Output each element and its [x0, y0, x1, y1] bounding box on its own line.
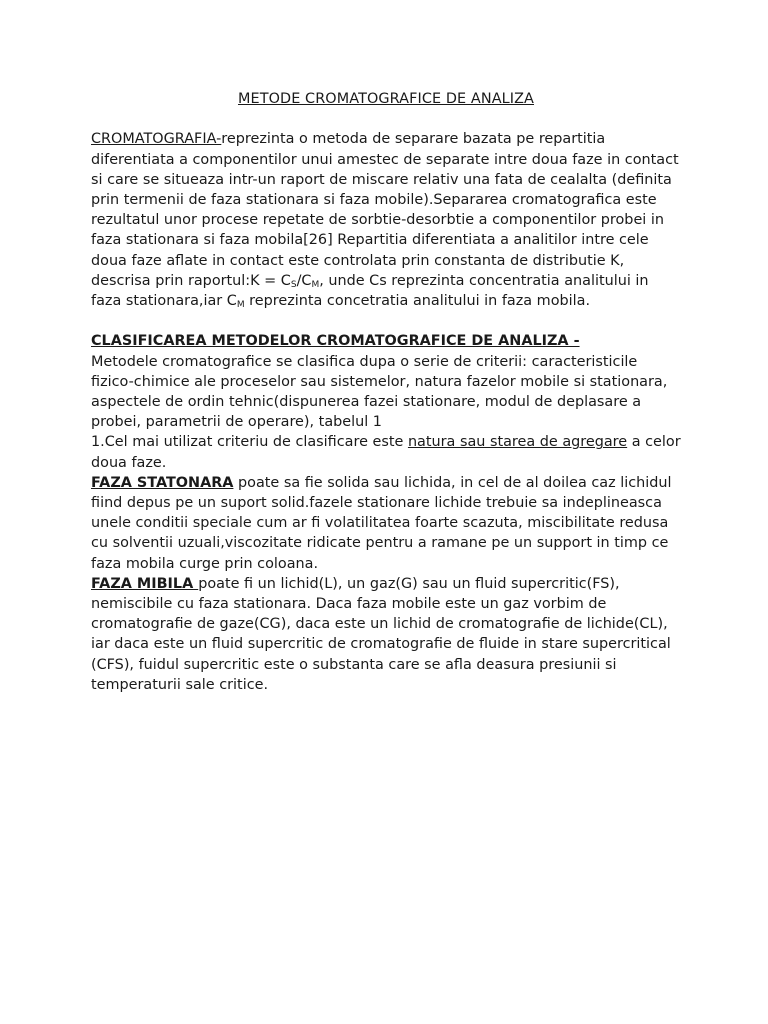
- paragraph-text: /C: [296, 272, 312, 289]
- document-title: METODE CROMATOGRAFICE DE ANALIZA: [237, 91, 535, 107]
- term-faza-mobila: FAZA MIBILA: [91, 575, 199, 592]
- paragraph-text: 1.Cel mai utilizat criteriu de clasificare este: [91, 434, 408, 451]
- paragraph-cromatografia: [91, 129, 681, 311]
- paragraph-criteriu: [91, 432, 681, 472]
- term-cromatografia: CROMATOGRAFIA-: [91, 131, 222, 148]
- spacer: [91, 109, 681, 129]
- paragraph-text: a celor doua faze.: [91, 434, 681, 471]
- underlined-phrase: natura sau starea de agregare: [407, 434, 628, 451]
- paragraph-text: poate sa fie solida sau lichida, in cel de al doilea caz lichidul fiind depus pe un suport solid.fazele stationare lichide trebuie sa indeplineasca unele conditii speciale cum ar fi volatilitatea foarte scazuta, miscibilitate redusa cu solventii uzuali,viscozitate ridicate pentru a ramane pe un support in timp ce faza mobila curge prin coloana.: [91, 474, 672, 572]
- subscript-m: M: [236, 300, 245, 311]
- paragraph-text: reprezinta concetratia analitului in faza mobila.: [244, 293, 591, 310]
- spacer: [91, 311, 681, 331]
- document-page: [91, 89, 681, 695]
- paragraph-clasificare: Metodele cromatografice se clasifica dupa o serie de criterii: caracteristicile fizico-chimice ale proceselor sau sistemelor, natura fazelor mobile si stationara, aspectele de ordin tehnic(dispunerea fazei stationare, modul de deplasare a probei, parametrii de operare), tabelul 1: [91, 353, 668, 431]
- subscript-s: S: [290, 279, 297, 290]
- section-heading-clasificarea: [91, 331, 681, 351]
- term-faza-stationara: FAZA STATONARA: [91, 474, 234, 491]
- paragraph-faza-mobila: [91, 574, 681, 695]
- paragraph-text: , unde Cs reprezinta concentratia analitului in faza stationara,iar C: [91, 272, 649, 310]
- paragraph-faza-stationara: [91, 473, 681, 574]
- paragraph-text: reprezinta o metoda de separare bazata pe repartitia diferentiata a componentilor unui amestec de separate intre doua faze in contact si care se situeaza intr-un raport de miscare relativ una fata de cealalta (definita prin termenii de faza stationara si faza mobile).Separarea cromatografica este rezultatul unor procese repetate de sorbtie-desorbtie a componentilor probei in faza stationara si faza mobila[26] Repartitia diferentiata a analitilor intre cele doua faze aflate in contact este controlata prin constanta de distributie K, descrisa prin raportul:K = C: [91, 131, 679, 289]
- paragraph-text: poate fi un lichid(L), un gaz(G) sau un fluid supercritic(FS), nemiscibile cu faza stationara. Daca faza mobile este un gaz vorbim de cromatografie de gaze(CG), daca este un lichid de cromatografie de lichide(CL), iar daca este un fluid supercritic de cromatografie de fluide in stare supercritical (CFS), fuidul supercritic este o substanta care se afla deasura presiunii si temperaturii sale critice.: [91, 575, 671, 693]
- subscript-m: M: [311, 279, 320, 290]
- heading-text: CLASIFICAREA METODELOR CROMATOGRAFICE DE ANALIZA -: [91, 333, 580, 350]
